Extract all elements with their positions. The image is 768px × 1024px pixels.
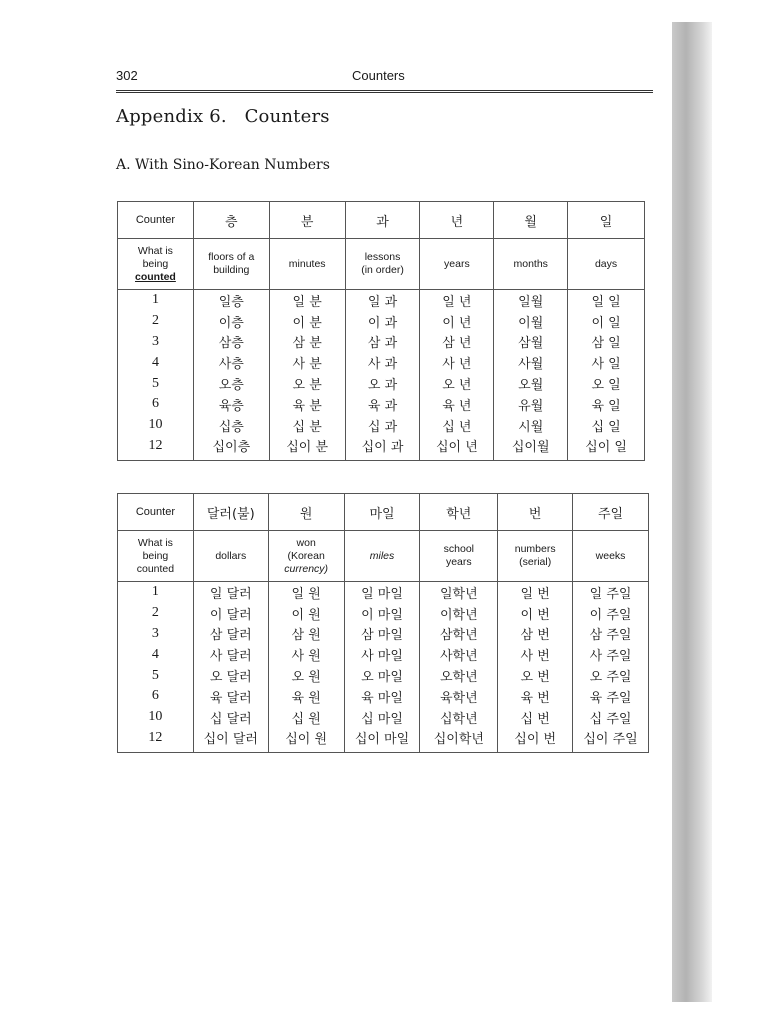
- row-number: 12: [118, 728, 194, 753]
- counter-cell: 육 과: [345, 394, 420, 415]
- header-rule: [116, 90, 653, 93]
- counter-cell: 사학년: [420, 644, 498, 665]
- text-line: minutes: [288, 257, 326, 270]
- counter-cell: 십 분: [269, 415, 345, 436]
- text-line: (Korean: [287, 549, 325, 562]
- counter-cell: 육 달러: [193, 686, 268, 707]
- counter-cell: 오 달러: [193, 665, 268, 686]
- counter-cell: 십이 달러: [193, 728, 268, 753]
- counter-cell: 이 주일: [573, 603, 649, 624]
- counter-cell: 십이 과: [345, 436, 420, 461]
- counter-cell: 일 원: [268, 582, 344, 603]
- appendix-title: Appendix 6. Counters: [116, 106, 330, 127]
- counter-cell: 육 일: [568, 394, 645, 415]
- counter-cell: 십이 분: [269, 436, 345, 461]
- row-number: 3: [118, 332, 194, 353]
- counter-cell: 이층: [193, 311, 269, 332]
- counter-cell: 십 달러: [193, 707, 268, 728]
- table-row: [118, 582, 649, 603]
- text-line: What is: [137, 536, 173, 549]
- counters-table-2: [117, 493, 649, 753]
- what-counted-label: [118, 239, 194, 290]
- table-row: [118, 665, 649, 686]
- counter-cell: 이학년: [420, 603, 498, 624]
- text-line: lessons: [364, 251, 401, 263]
- text-line: weeks: [595, 549, 626, 562]
- counter-cell: 오 원: [268, 665, 344, 686]
- counter-cell: 사층: [193, 352, 269, 373]
- counter-cell: 육 분: [269, 394, 345, 415]
- counter-cell: 육학년: [420, 686, 498, 707]
- counter-cell: 삼 번: [498, 624, 573, 645]
- counter-header-cell: 마일: [344, 494, 420, 531]
- counter-cell: 삼 과: [345, 332, 420, 353]
- counter-cell: 일 분: [269, 290, 345, 311]
- row-number: 2: [118, 311, 194, 332]
- counter-header-cell: 년: [420, 202, 494, 239]
- counter-header-cell: 월: [494, 202, 568, 239]
- table-row: [118, 436, 645, 461]
- row-number: 1: [118, 290, 194, 311]
- counter-cell: 육 번: [498, 686, 573, 707]
- row-number: 2: [118, 603, 194, 624]
- counter-cell: 십이 마일: [344, 728, 420, 753]
- counter-cell: 이 번: [498, 603, 573, 624]
- what-counted-cell: [568, 239, 645, 290]
- text-line: days: [594, 257, 618, 270]
- counter-cell: 일 마일: [344, 582, 420, 603]
- table-row: [118, 394, 645, 415]
- counter-header-label: Counter: [118, 494, 194, 531]
- counter-cell: 오 주일: [573, 665, 649, 686]
- counter-cell: 사 과: [345, 352, 420, 373]
- counter-cell: 일 주일: [573, 582, 649, 603]
- text-line: years: [444, 257, 470, 270]
- counter-cell: 사 일: [568, 352, 645, 373]
- what-counted-cell: [193, 239, 269, 290]
- what-counted-cell: [498, 531, 573, 582]
- counter-header-row: [118, 494, 649, 531]
- counter-cell: 사 달러: [193, 644, 268, 665]
- counter-cell: 일월: [494, 290, 568, 311]
- counter-header-cell: 일: [568, 202, 645, 239]
- table-row: [118, 415, 645, 436]
- what-counted-cell: [193, 531, 268, 582]
- text-line: being: [142, 257, 169, 270]
- counter-cell: 이 달러: [193, 603, 268, 624]
- counter-cell: 이 년: [420, 311, 494, 332]
- counter-header-cell: 주일: [573, 494, 649, 531]
- counter-cell: 사 년: [420, 352, 494, 373]
- counter-cell: 육층: [193, 394, 269, 415]
- what-counted-label: [118, 531, 194, 582]
- counter-cell: 십이 주일: [573, 728, 649, 753]
- counter-cell: 삼학년: [420, 624, 498, 645]
- counter-cell: 오 번: [498, 665, 573, 686]
- counter-header-cell: 원: [268, 494, 344, 531]
- counter-cell: 이 과: [345, 311, 420, 332]
- counter-cell: 십 주일: [573, 707, 649, 728]
- counter-cell: 십 일: [568, 415, 645, 436]
- counter-cell: 삼 분: [269, 332, 345, 353]
- counter-cell: 오 과: [345, 373, 420, 394]
- counter-cell: 오층: [193, 373, 269, 394]
- what-counted-cell: [420, 531, 498, 582]
- counter-cell: 십 년: [420, 415, 494, 436]
- row-number: 4: [118, 644, 194, 665]
- what-counted-cell: [420, 239, 494, 290]
- counter-cell: 유월: [494, 394, 568, 415]
- table-row: [118, 624, 649, 645]
- counter-cell: 삼 원: [268, 624, 344, 645]
- text-line: building: [213, 264, 250, 276]
- counter-cell: 오 일: [568, 373, 645, 394]
- table-row: [118, 373, 645, 394]
- counter-cell: 오학년: [420, 665, 498, 686]
- counter-cell: 일 달러: [193, 582, 268, 603]
- row-number: 6: [118, 686, 194, 707]
- counter-cell: 삼층: [193, 332, 269, 353]
- counter-header-cell: 분: [269, 202, 345, 239]
- section-title: A. With Sino-Korean Numbers: [116, 157, 330, 173]
- counter-cell: 일 번: [498, 582, 573, 603]
- table-row: [118, 603, 649, 624]
- text-line: numbers: [514, 543, 556, 555]
- counter-cell: 삼 년: [420, 332, 494, 353]
- row-number: 10: [118, 415, 194, 436]
- counter-cell: 오 분: [269, 373, 345, 394]
- counter-cell: 삼 마일: [344, 624, 420, 645]
- text-line: counted: [136, 562, 175, 575]
- counter-cell: 이 원: [268, 603, 344, 624]
- what-counted-cell: [573, 531, 649, 582]
- counter-cell: 십이월: [494, 436, 568, 461]
- what-counted-cell: [345, 239, 420, 290]
- counter-header-row: [118, 202, 645, 239]
- text-line: dollars: [215, 549, 247, 562]
- counter-header-cell: 층: [193, 202, 269, 239]
- counter-cell: 사 마일: [344, 644, 420, 665]
- counter-cell: 십이 일: [568, 436, 645, 461]
- text-line: floors of a: [208, 251, 255, 263]
- counter-cell: 사 분: [269, 352, 345, 373]
- table-row: [118, 311, 645, 332]
- text-line: years: [445, 556, 472, 568]
- row-number: 10: [118, 707, 194, 728]
- counter-cell: 십 원: [268, 707, 344, 728]
- counter-cell: 육 주일: [573, 686, 649, 707]
- what-counted-cell: [268, 531, 344, 582]
- counter-cell: 일층: [193, 290, 269, 311]
- counter-cell: 이 분: [269, 311, 345, 332]
- counter-cell: 일 년: [420, 290, 494, 311]
- counter-cell: 삼월: [494, 332, 568, 353]
- table-row: [118, 290, 645, 311]
- counter-cell: 육 마일: [344, 686, 420, 707]
- counter-cell: 십이 원: [268, 728, 344, 753]
- text-line: What is: [137, 244, 173, 257]
- row-number: 4: [118, 352, 194, 373]
- counter-cell: 사 원: [268, 644, 344, 665]
- row-number: 3: [118, 624, 194, 645]
- counter-cell: 사월: [494, 352, 568, 373]
- text-line: currency): [284, 562, 329, 575]
- row-number: 12: [118, 436, 194, 461]
- counter-cell: 이 마일: [344, 603, 420, 624]
- text-line: months: [513, 257, 548, 270]
- table-row: [118, 332, 645, 353]
- counter-cell: 십이 년: [420, 436, 494, 461]
- counter-cell: 오 마일: [344, 665, 420, 686]
- counter-cell: 십 과: [345, 415, 420, 436]
- counter-header-cell: 과: [345, 202, 420, 239]
- counter-header-cell: 달러(불): [193, 494, 268, 531]
- counter-cell: 십 마일: [344, 707, 420, 728]
- counter-cell: 삼 일: [568, 332, 645, 353]
- counters-table-1: [117, 201, 645, 461]
- counter-cell: 십 번: [498, 707, 573, 728]
- text-line: (serial): [519, 556, 552, 568]
- counter-cell: 사 번: [498, 644, 573, 665]
- row-number: 5: [118, 665, 194, 686]
- counter-cell: 육 년: [420, 394, 494, 415]
- counter-cell: 사 주일: [573, 644, 649, 665]
- counter-cell: 십층: [193, 415, 269, 436]
- page-number: 302: [116, 68, 138, 83]
- counter-cell: 십이 번: [498, 728, 573, 753]
- text-line: (in order): [361, 264, 404, 276]
- what-counted-row: [118, 239, 645, 290]
- table-row: [118, 707, 649, 728]
- table-row: [118, 728, 649, 753]
- counter-cell: 육 원: [268, 686, 344, 707]
- counter-cell: 이 일: [568, 311, 645, 332]
- text-line: won: [296, 536, 316, 549]
- counter-cell: 일 일: [568, 290, 645, 311]
- counter-cell: 십이층: [193, 436, 269, 461]
- what-counted-cell: [494, 239, 568, 290]
- counter-header-cell: 학년: [420, 494, 498, 531]
- counter-cell: 십이학년: [420, 728, 498, 753]
- what-counted-row: [118, 531, 649, 582]
- what-counted-cell: [344, 531, 420, 582]
- row-number: 5: [118, 373, 194, 394]
- text-line: being: [142, 549, 169, 562]
- table-row: [118, 352, 645, 373]
- counter-cell: 시월: [494, 415, 568, 436]
- table-row: [118, 644, 649, 665]
- row-number: 6: [118, 394, 194, 415]
- counter-cell: 십학년: [420, 707, 498, 728]
- counter-header-cell: 번: [498, 494, 573, 531]
- counter-cell: 이월: [494, 311, 568, 332]
- what-counted-cell: [269, 239, 345, 290]
- running-title: Counters: [352, 68, 405, 83]
- counter-cell: 오 년: [420, 373, 494, 394]
- table-row: [118, 686, 649, 707]
- text-line: miles: [369, 549, 395, 562]
- text-line: school: [443, 543, 474, 555]
- text-line: counted: [135, 270, 176, 283]
- row-number: 1: [118, 582, 194, 603]
- page-edge-shadow: [672, 22, 712, 1002]
- counter-header-label: Counter: [118, 202, 194, 239]
- counter-cell: 삼 주일: [573, 624, 649, 645]
- counter-cell: 일 과: [345, 290, 420, 311]
- counter-cell: 오월: [494, 373, 568, 394]
- counter-cell: 일학년: [420, 582, 498, 603]
- counter-cell: 삼 달러: [193, 624, 268, 645]
